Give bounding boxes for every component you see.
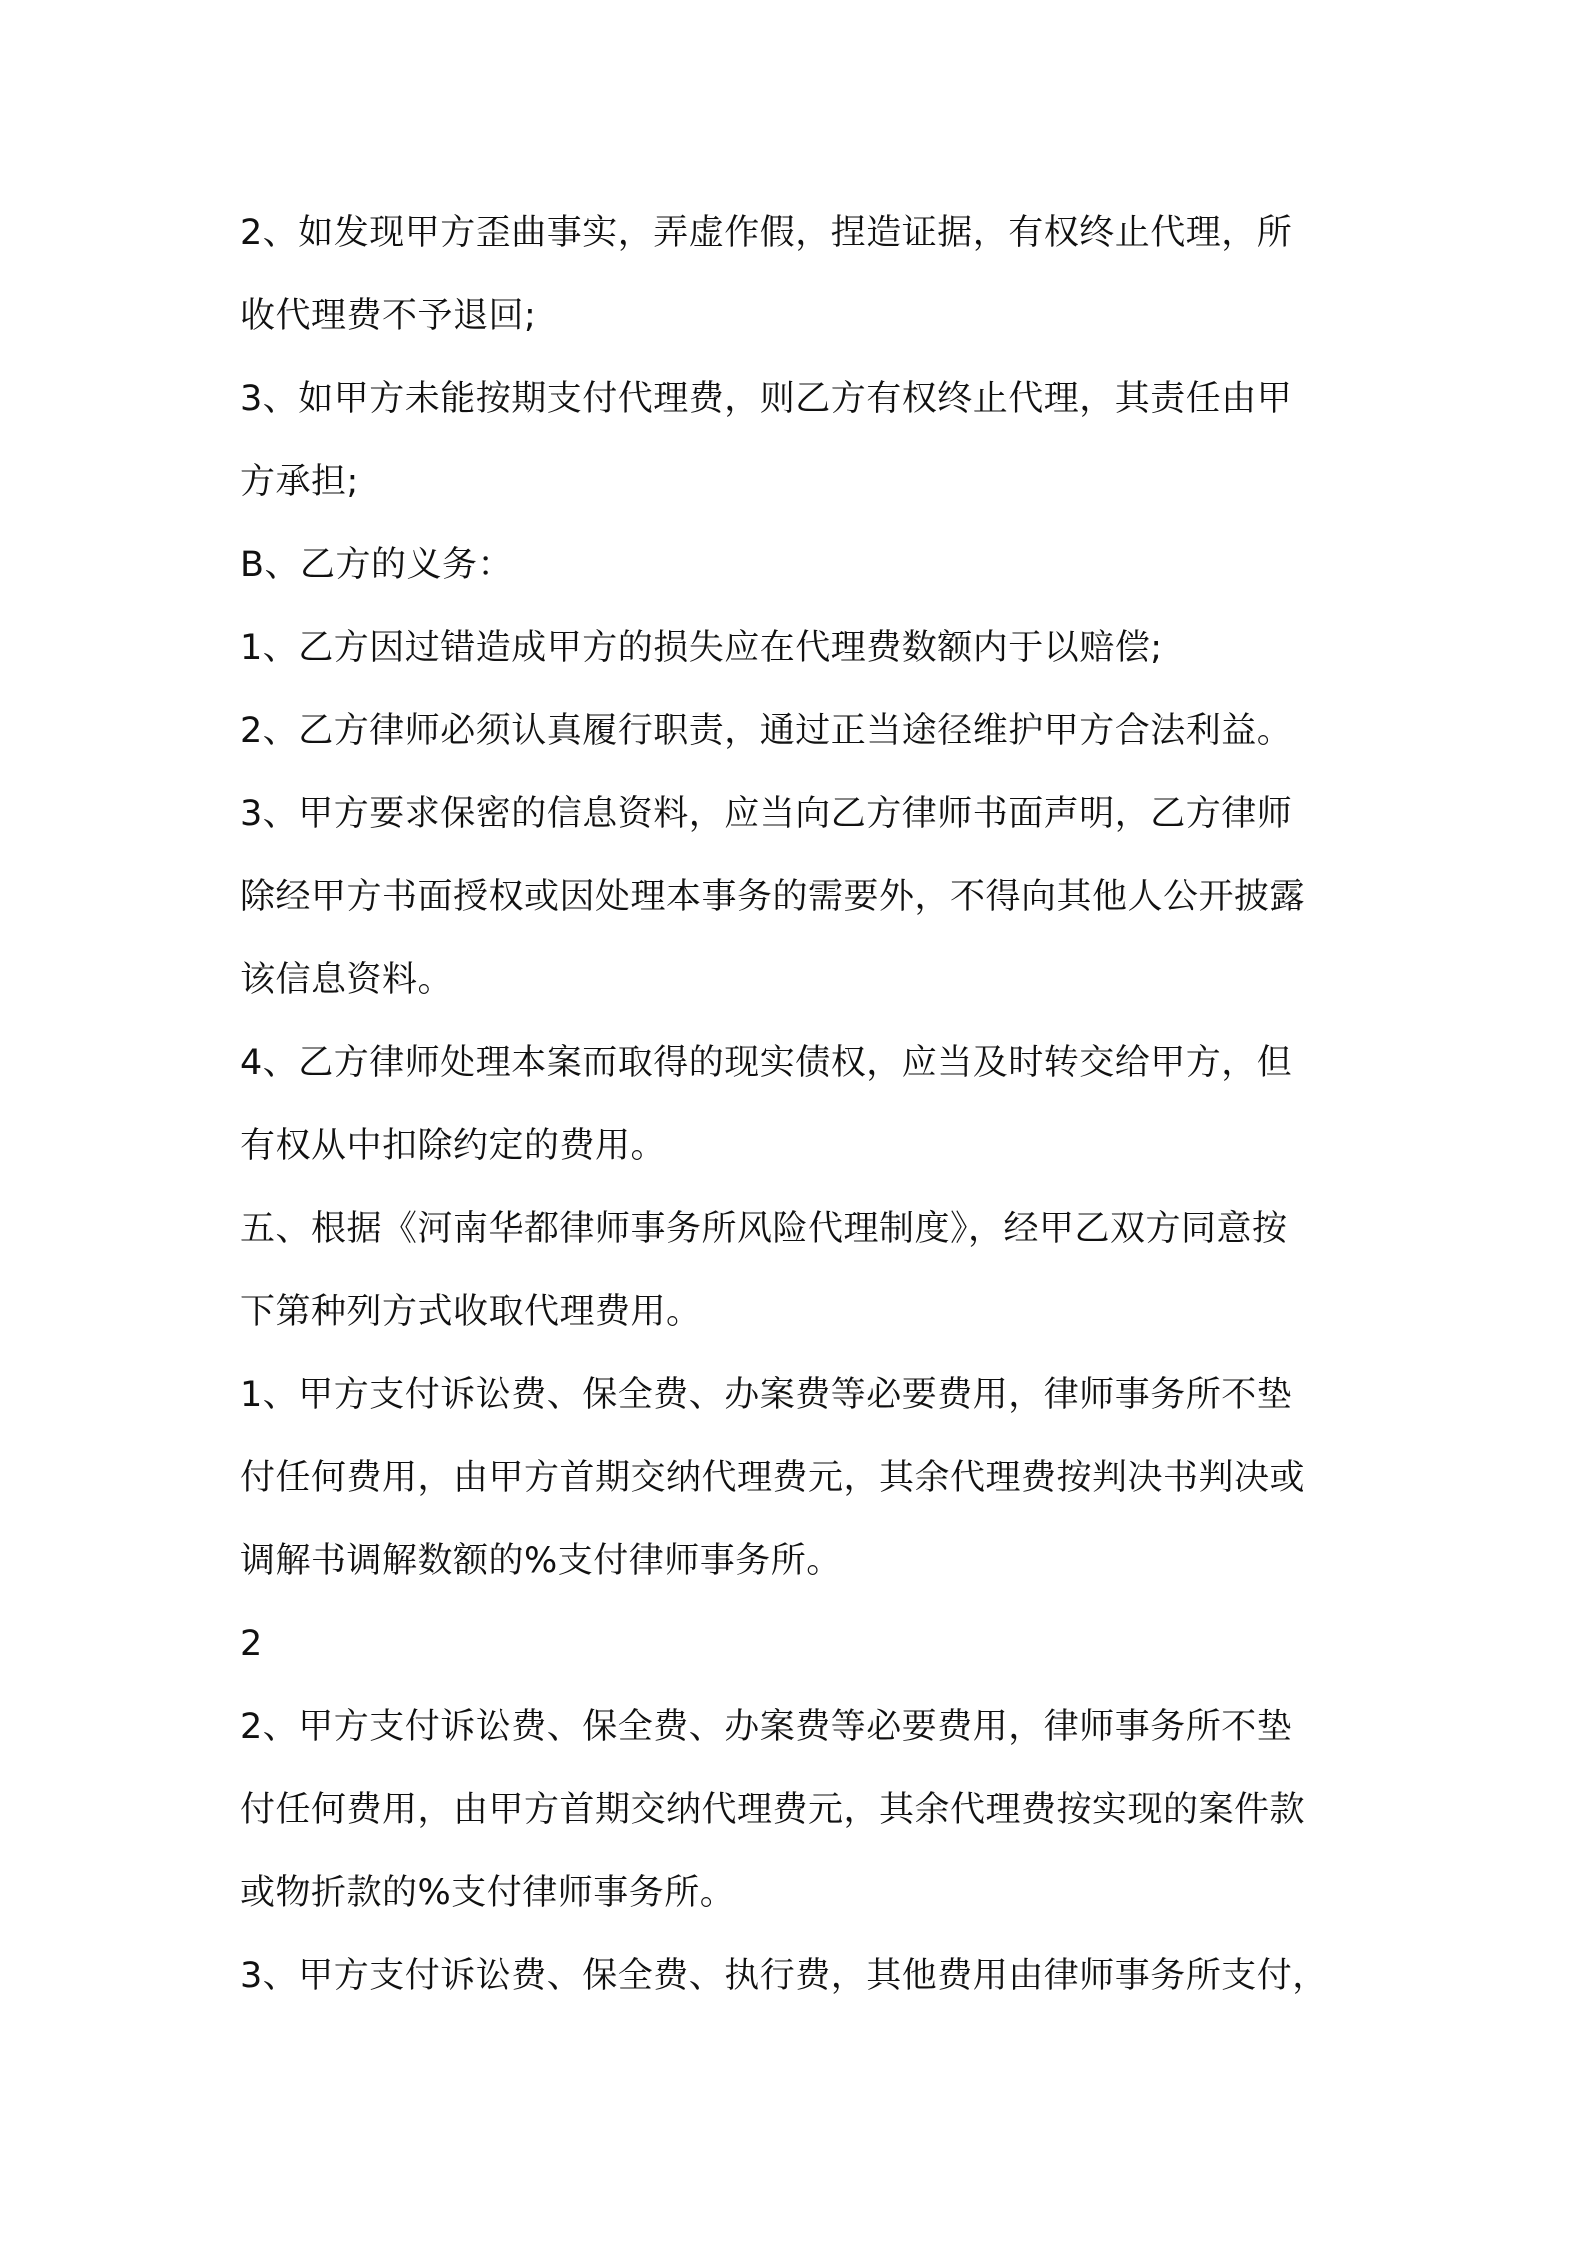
text-line: 付任何费用，由甲方首期交纳代理费元，其余代理费按实现的案件款	[240, 1790, 1306, 1830]
text-line: 3、甲方要求保密的信息资料，应当向乙方律师书面声明，乙方律师	[240, 794, 1293, 834]
text-line: 1、甲方支付诉讼费、保全费、办案费等必要费用，律师事务所不垫	[240, 1375, 1293, 1415]
text-line: 3、甲方支付诉讼费、保全费、执行费，其他费用由律师事务所支付，	[240, 1956, 1328, 1996]
text-line: 或物折款的%支付律师事务所。	[240, 1873, 736, 1913]
text-line: 除经甲方书面授权或因处理本事务的需要外，不得向其他人公开披露	[240, 877, 1306, 917]
text-line: 五、根据《河南华都律师事务所风险代理制度》，经甲乙双方同意按	[240, 1209, 1288, 1249]
text-line: 有权从中扣除约定的费用。	[240, 1126, 667, 1166]
text-line: 4、乙方律师处理本案而取得的现实债权，应当及时转交给甲方，但	[240, 1043, 1293, 1083]
page-number: 2	[240, 1624, 263, 1664]
text-line: 收代理费不予退回;	[240, 296, 537, 336]
text-line: 方承担;	[240, 462, 359, 502]
text-line: 1、乙方因过错造成甲方的损失应在代理费数额内于以赔偿;	[240, 628, 1163, 668]
section-heading: B、乙方的义务：	[240, 545, 514, 585]
text-line: 付任何费用，由甲方首期交纳代理费元，其余代理费按判决书判决或	[240, 1458, 1306, 1498]
text-line: 2、甲方支付诉讼费、保全费、办案费等必要费用，律师事务所不垫	[240, 1707, 1293, 1747]
text-line: 3、如甲方未能按期支付代理费，则乙方有权终止代理，其责任由甲	[240, 379, 1293, 419]
text-line: 调解书调解数额的%支付律师事务所。	[240, 1541, 842, 1581]
document-body	[240, 192, 1360, 2018]
text-line: 该信息资料。	[240, 960, 454, 1000]
text-line: 下第种列方式收取代理费用。	[240, 1292, 702, 1332]
text-line: 2、如发现甲方歪曲事实，弄虚作假，捏造证据，有权终止代理，所	[240, 213, 1293, 253]
text-line: 2、乙方律师必须认真履行职责，通过正当途径维护甲方合法利益。	[240, 711, 1293, 751]
